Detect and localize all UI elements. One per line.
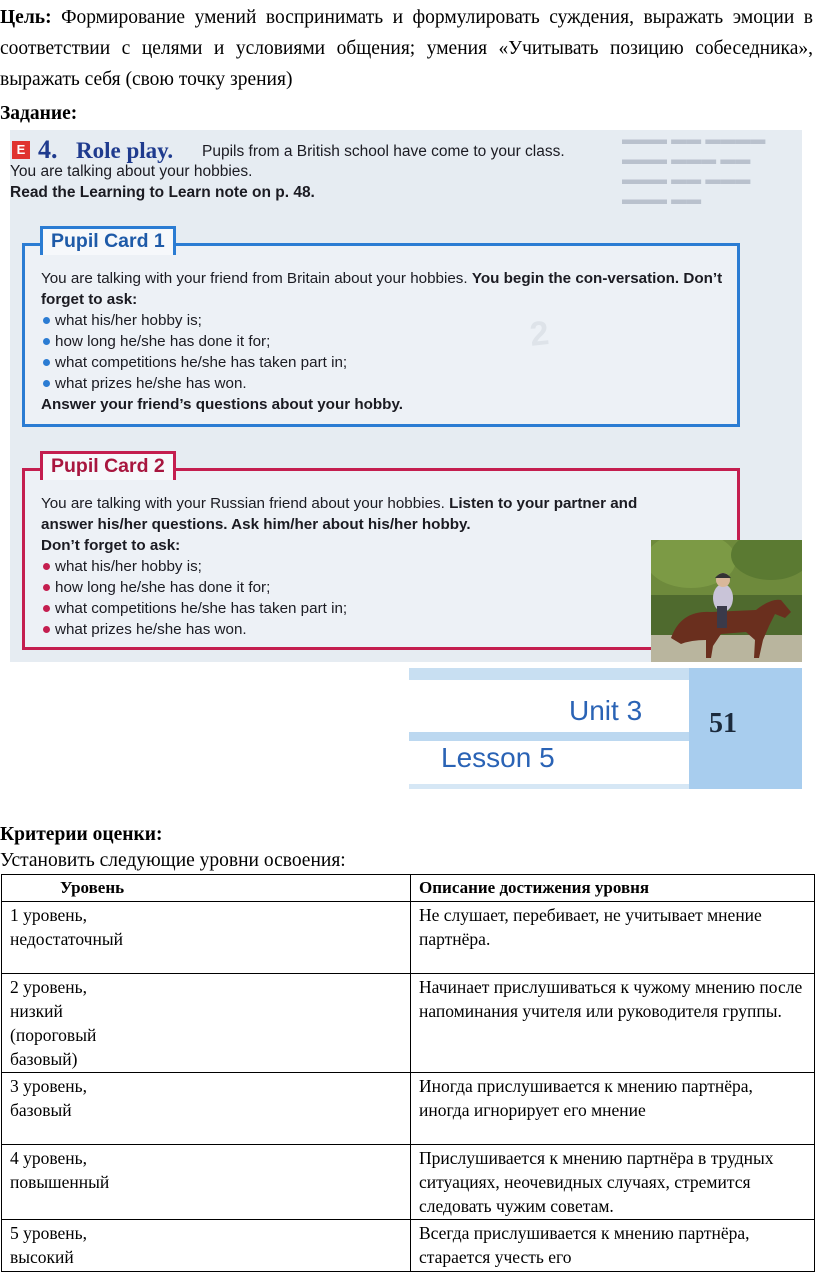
level-line: низкий: [10, 1001, 63, 1021]
list-item-text: what prizes he/she has won.: [55, 375, 247, 392]
pupil-card-2-body: [41, 493, 667, 640]
description-cell: Прислушивается к мнению партнёра в трудных ситуациях, неочевидных случаях, стремится следовать чужим советам.: [411, 1145, 815, 1220]
exercise-icon: E: [12, 141, 30, 159]
column-header-level: Уровень: [2, 875, 411, 902]
pupil-card-2-intro: [41, 493, 667, 535]
level-cell: [2, 974, 411, 1073]
level-line: высокий: [10, 1247, 74, 1267]
exercise-number: 4.: [38, 135, 58, 164]
goal-text: Формирование умений воспринимать и формулировать суждения, выражать эмоции в соответствии с целями и условиями общения; умения «Учитывать позицию собеседника», выражать себя (свою точку зрения): [0, 7, 813, 90]
bullet-icon: [43, 584, 50, 591]
pupil-card-1-title: Pupil Card 1: [40, 226, 176, 255]
footer-divider: [409, 732, 689, 741]
pupil-card-2-title: Pupil Card 2: [40, 451, 176, 480]
level-line: 2 уровень,: [10, 977, 88, 997]
level-line: (пороговый: [10, 1025, 97, 1045]
level-line: повышенный: [10, 1172, 110, 1192]
level-cell: [2, 1073, 411, 1145]
task-label: Задание:: [0, 103, 78, 124]
list-item: [41, 373, 729, 394]
table-row: [2, 1073, 815, 1145]
level-cell: [2, 1220, 411, 1272]
list-item-text: what competitions he/she has taken part in;: [55, 600, 348, 617]
level-cell: [2, 1145, 411, 1220]
exercise-intro: Pupils from a British school have come to your class.: [202, 143, 565, 160]
pupil-card-2: [22, 455, 740, 650]
page-number-box: [689, 668, 802, 789]
list-item: [41, 352, 729, 373]
table-row: [2, 974, 815, 1073]
pupil-card-2-ask: Don’t forget to ask:: [41, 537, 181, 554]
table-row: [2, 1145, 815, 1220]
level-line: 4 уровень,: [10, 1148, 88, 1168]
pupil-card-2-text: You are talking with your Russian friend about your hobbies.: [41, 495, 450, 512]
pupil-card-1-closing: Answer your friend’s questions about your hobby.: [41, 396, 403, 413]
level-line: 3 уровень,: [10, 1076, 88, 1096]
bullet-icon: [43, 605, 50, 612]
levels-table: [1, 874, 815, 1272]
list-item-text: how long he/she has done it for;: [55, 333, 271, 350]
list-item: [41, 598, 667, 619]
criteria-heading: Критерии оценки:: [0, 824, 163, 845]
description-cell: Не слушает, перебивает, не учитывает мнение партнёра.: [411, 902, 815, 974]
textbook-excerpt: [10, 130, 802, 662]
list-item-text: what his/her hobby is;: [55, 312, 202, 329]
pupil-card-1-intro: [41, 268, 729, 310]
list-item: [41, 331, 729, 352]
level-line: 5 уровень,: [10, 1223, 88, 1243]
lesson-label: Lesson 5: [441, 742, 555, 773]
goal-paragraph: [0, 2, 813, 95]
exercise-line-3: Read the Learning to Learn note on p. 48.: [10, 184, 315, 201]
list-item: [41, 577, 667, 598]
pupil-card-1-body: [41, 268, 729, 415]
pupil-card-1-list: [41, 310, 729, 394]
exercise-title: Role play.: [76, 138, 174, 163]
background-bleed-text: ▬▬▬ ▬▬ ▬▬▬▬ ▬▬▬ ▬▬▬ ▬▬ ▬▬▬ ▬▬ ▬▬▬ ▬▬▬ ▬▬: [622, 131, 766, 208]
pupil-card-1-instruction: You begin the con-versation. Don’t forget to ask:: [41, 270, 723, 308]
pupil-card-2-instruction: Listen to your partner and answer his/her questions. Ask him/her about his/her hobby.: [41, 495, 638, 533]
list-item-text: how long he/she has done it for;: [55, 579, 271, 596]
description-cell: Начинает прислушиваться к чужому мнению после напоминания учителя или руководителя группы.: [411, 974, 815, 1073]
table-row: [2, 902, 815, 974]
level-cell: [2, 902, 411, 974]
list-item: [41, 619, 667, 640]
list-item: [41, 556, 667, 577]
pupil-card-2-list: [41, 556, 667, 640]
description-cell: Всегда прислушивается к мнению партнёра, старается учесть его: [411, 1220, 815, 1272]
bullet-icon: [43, 380, 50, 387]
bullet-icon: [43, 359, 50, 366]
unit-label: Unit 3: [569, 695, 643, 726]
list-item-text: what his/her hobby is;: [55, 558, 202, 575]
page-number: 51: [709, 708, 737, 739]
table-header-row: [2, 875, 815, 902]
column-header-description: Описание достижения уровня: [411, 875, 815, 902]
list-item-text: what competitions he/she has taken part in;: [55, 354, 348, 371]
level-line: 1 уровень,: [10, 905, 88, 925]
level-line: базовый: [10, 1100, 72, 1120]
bullet-icon: [43, 338, 50, 345]
level-line: недостаточный: [10, 929, 123, 949]
bullet-icon: [43, 626, 50, 633]
exercise-line-2: You are talking about your hobbies.: [10, 163, 253, 180]
list-item-text: what prizes he/she has won.: [55, 621, 247, 638]
unit-lesson-footer: [409, 668, 802, 789]
levels-intro: Установить следующие уровни освоения:: [0, 850, 346, 871]
pupil-card-1: [22, 230, 740, 427]
horse-rider-photo: [651, 540, 802, 662]
table-row: [2, 1220, 815, 1272]
goal-label: Цель:: [0, 7, 52, 28]
bullet-icon: [43, 563, 50, 570]
pupil-card-1-text: You are talking with your friend from Britain about your hobbies.: [41, 270, 472, 287]
level-line: базовый): [10, 1049, 78, 1069]
list-item: [41, 310, 729, 331]
description-cell: Иногда прислушивается к мнению партнёра, иногда игнорирует его мнение: [411, 1073, 815, 1145]
bullet-icon: [43, 317, 50, 324]
